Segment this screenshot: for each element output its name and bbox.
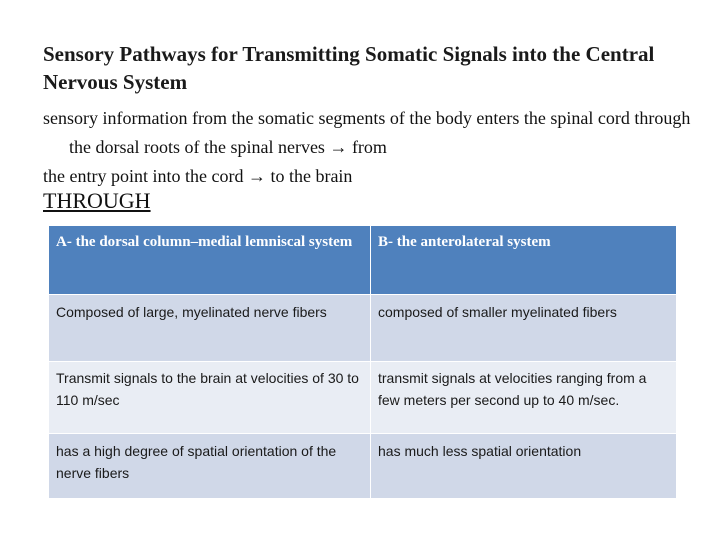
through-heading: THROUGH bbox=[43, 188, 151, 213]
body-line-1: sensory information from the somatic segments of the body enters the spinal cord through the dorsal roots of the spinal nerves → from bbox=[43, 108, 691, 157]
table-cell: has a high degree of spatial orientation of the nerve fibers bbox=[49, 434, 371, 499]
table-cell: has much less spatial orientation bbox=[371, 434, 677, 499]
table-row bbox=[49, 434, 677, 499]
table-row bbox=[49, 295, 677, 362]
table-header-row bbox=[49, 226, 677, 295]
table-row bbox=[49, 362, 677, 434]
table-cell: transmit signals at velocities ranging from a few meters per second up to 40 m/sec. bbox=[371, 362, 677, 434]
table-cell: Transmit signals to the brain at velocities of 30 to 110 m/sec bbox=[49, 362, 371, 434]
slide-title: Sensory Pathways for Transmitting Somatic Signals into the Central Nervous System bbox=[43, 42, 655, 94]
comparison-table bbox=[48, 225, 677, 499]
header-cell-a: A- the dorsal column–medial lemniscal system bbox=[49, 226, 371, 295]
table-cell: composed of smaller myelinated fibers bbox=[371, 295, 677, 362]
table-cell: Composed of large, myelinated nerve fibers bbox=[49, 295, 371, 362]
body-line-2: the entry point into the cord → to the brain bbox=[43, 166, 353, 186]
header-cell-b: B- the anterolateral system bbox=[371, 226, 677, 295]
body-text bbox=[43, 104, 693, 191]
